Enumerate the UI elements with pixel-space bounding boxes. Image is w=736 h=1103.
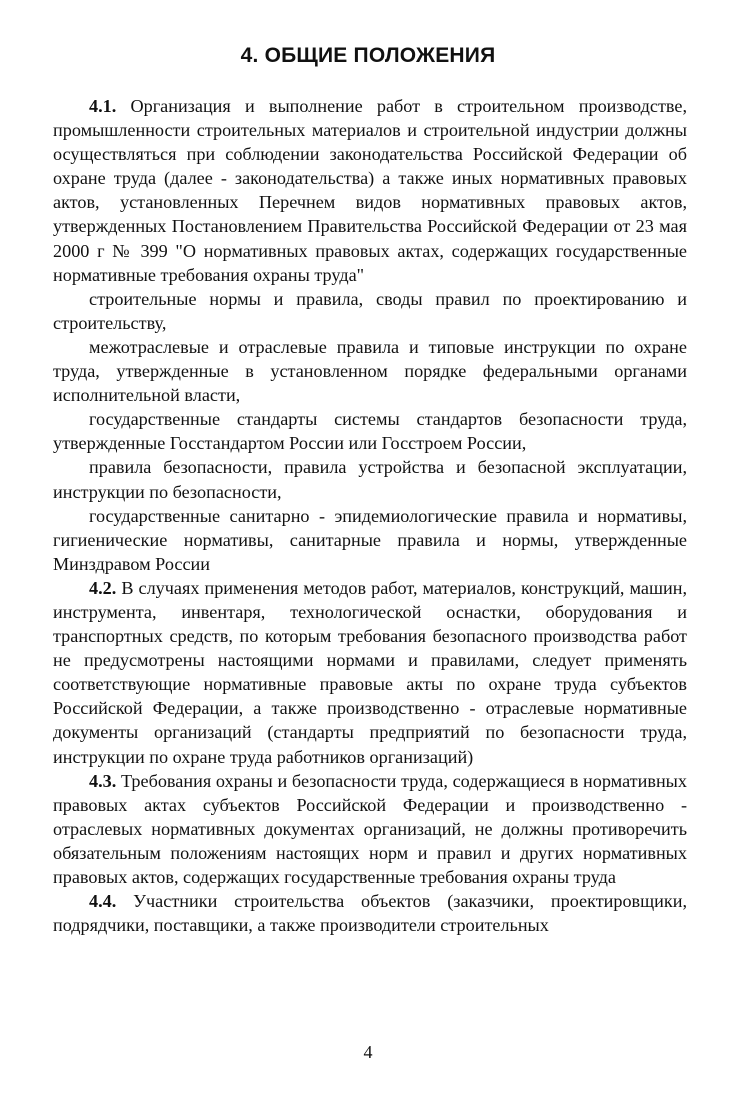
paragraph-text: правила безопасности, правила устройства и безопасной эксплуатации, инструкции по безопасности, [53, 457, 687, 502]
paragraph-4-4 [53, 889, 687, 937]
list-item-industry-rules [53, 335, 687, 407]
paragraph-4-2 [53, 576, 687, 769]
paragraph-number: 4.1. [89, 96, 117, 116]
paragraph-text: Участники строительства объектов (заказчики, проектировщики, подрядчики, поставщики, а также производители строительных [53, 891, 687, 936]
paragraph-4-1 [53, 94, 687, 287]
paragraph-text: В случаях применения методов работ, материалов, конструкций, машин, инструмента, инвентаря, технологической оснастки, оборудования и транспортных средств, по которым требования безопасного производства работ не предусмотрены настоящими нормами и правилами, следует применять соответствующие нормативные правовые акты по охране труда субъектов Российской Федерации, а также производственно - отраслевые нормативные документы организаций (стандарты предприятий по безопасности труда, инструкции по охране труда работников организаций) [53, 577, 687, 767]
paragraph-text: межотраслевые и отраслевые правила и типовые инструкции по охране труда, утвержденные в установленном порядке федеральными органами исполнительной власти, [53, 336, 687, 406]
body-text [53, 94, 687, 937]
paragraph-text: строительные нормы и правила, своды правил по проектированию и строительству, [53, 288, 687, 333]
paragraph-number: 4.3. [89, 770, 117, 791]
paragraph-text: Организация и выполнение работ в строительном производстве, промышленности строительных материалов и строительной индустрии должны осуществляться при соблюдении законодательства Российской Федерации об охране труда (далее - законодательства) а также иных нормативных правовых актов, установленных Перечнем видов нормативных правовых актов, утвержденных Постановлением Правительства Российской Федерации от 23 мая 2000 г № 399 "О нормативных правовых актах, содержащих государственные нормативные требования охраны труда" [53, 96, 687, 285]
paragraph-text: Требования охраны и безопасности труда, содержащиеся в нормативных правовых актах субъектов Российской Федерации и производственно - отраслевых нормативных документах организаций, не должны противоречить обязательным положениям настоящих норм и правил и других нормативных правовых актов, содержащих государственные требования охраны труда [53, 770, 687, 887]
paragraph-text: государственные стандарты системы стандартов безопасности труда, утвержденные Госстандартом России или Госстроем России, [53, 409, 687, 454]
section-heading: 4. ОБЩИЕ ПОЛОЖЕНИЯ [240, 44, 496, 67]
paragraph-number: 4.4. [89, 891, 117, 912]
list-item-sanitary-rules [53, 504, 687, 576]
paragraph-4-3 [53, 769, 687, 889]
list-item-safety-rules [53, 455, 687, 503]
paragraph-number: 4.2. [89, 577, 117, 598]
page-number: 4 [363, 1042, 373, 1062]
paragraph-text: государственные санитарно - эпидемиологические правила и нормативы, гигиенические нормативы, санитарные правила и нормы, утвержденные Минздравом России [53, 505, 687, 574]
list-item-state-standards [53, 407, 687, 455]
list-item-building-codes [53, 287, 687, 335]
